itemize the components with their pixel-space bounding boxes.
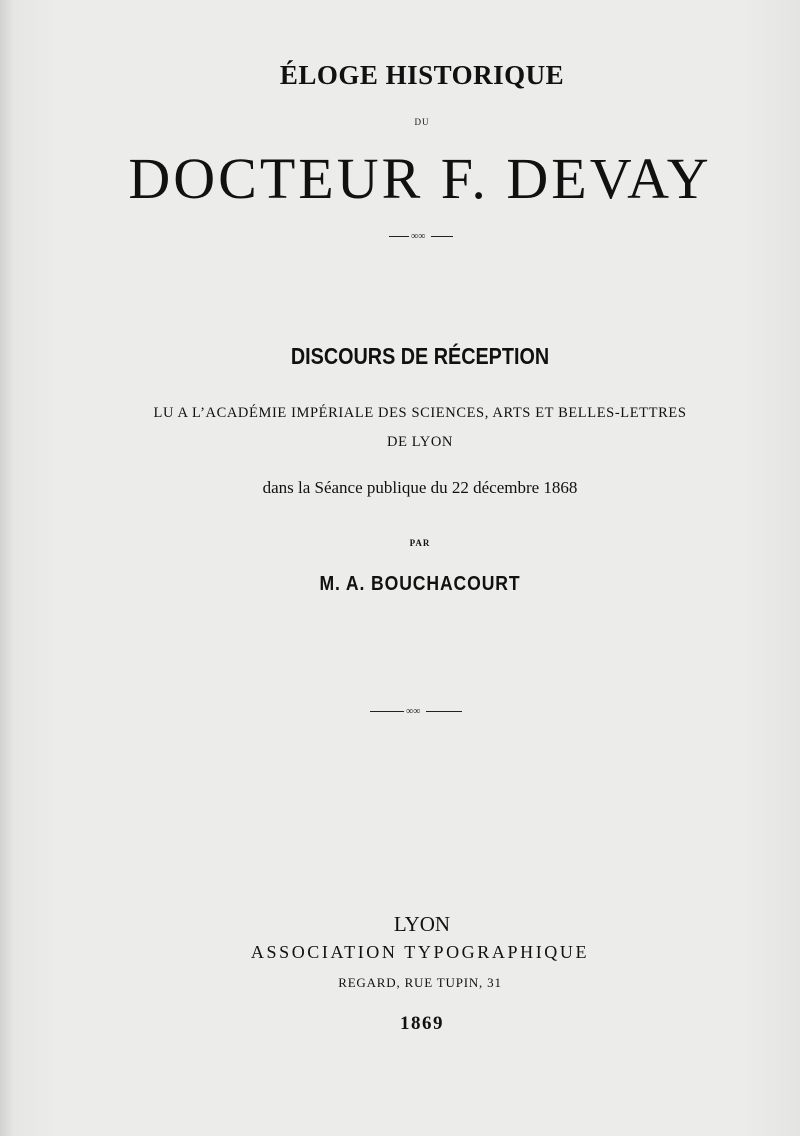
ornament-top [389,232,453,242]
ornament-knot-icon: ∞∞ [411,231,426,242]
ornament-middle [370,707,462,717]
discours-heading: DISCOURS DE RÉCEPTION [290,343,550,369]
academy-city: DE LYON [387,434,453,450]
par-connector: PAR [409,538,431,548]
title-line: ÉLOGE HISTORIQUE [279,60,565,90]
imprint-publisher: ASSOCIATION TYPOGRAPHIQUE [250,942,590,962]
author-name: M. A. BOUCHACOURT [319,573,521,595]
imprint-address: REGARD, RUE TUPIN, 31 [338,975,502,990]
show-through [10,270,800,296]
academy-line: LU A L’ACADÉMIE IMPÉRIALE DES SCIENCES, ARTS ET BELLES-LETTRES [153,405,687,421]
imprint-city: LYON [393,912,451,936]
subject-name: DOCTEUR F. DEVAY [128,146,712,211]
seance-date: dans la Séance publique du 22 décembre 1868 [262,478,578,497]
imprint-year: 1869 [400,1013,444,1034]
ornament-knot-icon: ∞∞ [406,706,421,717]
du-connector: DU [414,117,430,127]
